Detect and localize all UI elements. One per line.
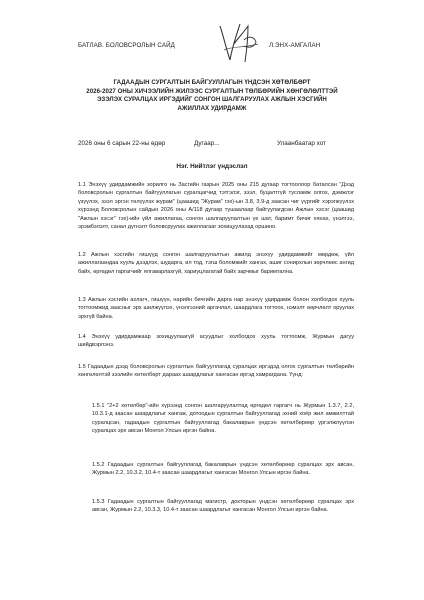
section-title: Нэг. Нийтлэг үндэслэл: [176, 163, 248, 170]
document-number: Дугаар...: [194, 140, 220, 147]
paragraph-1-3: 1.3 Ажлын хэсгийн ахлагч, гишүүн, нарийн бичгийн дарга нар энэхүү удирдамж болон холбогдох хууль тогтоомжид заасныг эрх шилжүүлэх, үнэлгээний аргачлал, шаардлага тогтоох, нэмэлт өөрчлөлт оруулах эрхгүй байна.: [78, 297, 354, 320]
paragraph-1-5: 1.5 Гадаадын дээд боловсролын сургалтын байгууллагад суралцах иргэдэд олгох сургалтын төлбөрийн хөнгөлөлтэй зээлийн хөтөлбөрт дараах шаардлагыг хангасан иргэд хамрагдана. Үүнд:: [78, 364, 354, 379]
title-line: 2026-2027 ОНЫ ХИЧЭЭЛИЙН ЖИЛЭЭС СУРГАЛТЫН ТӨЛБӨРИЙН ХӨНГӨЛӨЛТТЭЙ: [86, 87, 338, 95]
title-line: ГАДААДЫН СУРГАЛТЫН БАЙГУУЛЛАГЫН ҮНДСЭН ХӨТӨЛБӨРТ: [113, 79, 311, 86]
approval-heading: БАТЛАВ. БОЛОВСРОЛЫН САЙД: [78, 42, 175, 49]
paragraph-1-5-2: 1.5.2 Гадаадын сургалтын байгууллагад бакалаврын үндсэн хөтөлбөрөөр суралцах эрх авсан, Журмын 2.2, 10.3.2, 10.4-т заасан шаардлагыг хангасан Монгол Улсын иргэн байна.: [92, 462, 354, 477]
title-line: ЭЗЭЛЭХ СУРАЛЦАХ ИРГЭДИЙГ СОНГОН ШАЛГАРУУЛАХ АЖЛЫН ХЭСГИЙН: [97, 96, 327, 104]
minister-name: Л.ЭНХ-АМГАЛАН: [269, 42, 321, 49]
paragraph-1-5-3: 1.5.3 Гадаадын сургалтын байгууллагад магистр, докторын үндсэн хөтөлбөрөөр суралцах эрх авсан, Журмын 2.2, 10.3.3, 10.4-т заасан шаардлагыг хангасан Монгол Улсын иргэн байна.: [92, 499, 354, 514]
signature-stamp: [214, 18, 262, 66]
document-title: [70, 79, 354, 114]
document-date: 2026 оны 6 сарын 22-ны өдөр: [78, 140, 166, 147]
paragraph-1-1: 1.1 Энэхүү удирдамжийн зорилго нь Засгийн газрын 2025 оны 215 дугаар тогтоолоор баталсан "Дээд боловсролын сургалтын байгууллагын суралцагчид тэтгэлэг, зээл, буцалтгүй тусламж олгох, дэмжлэг үзүүлэх, зээл эргэн төлүүлэх журам" (цаашид "Журам" гэх)-ын 3.8, 3.9-д заасан чиг үүргийг хэрэгжүүлэх хүрээнд Боловсролын сайдын 2026 оны А/118 дугаар тушаалаар байгуулагдсан Ажлын хэсэг (цаашид "Ажлын хэсэг" гэх)-ийн үйл ажиллагаа, сонгон шалгаруулалтын үе шат, баримт бичиг хянах, үнэлгээ, эрэмбэлэлт, санал дүгнэлт боловсруулах ажиллагааг зохицуулахад оршино.: [78, 182, 354, 231]
paragraph-1-2: 1.2 Ажлын хэсгийн гишүүд сонгон шалгаруулалтын ажилд энэхүү удирдамжийг мөрдөж, үйл ажиллагаандаа хууль дээдлэх, шударга, ил тод, тэгш боломжийг хангах, ашиг сонирхлын зөрчлөөс ангид байх, өргөдөл гаргагчийг ялгаварлахгүй, хариуцлагатай байх зарчмыг баримтална.: [78, 252, 354, 275]
document-place: Улаанбаатар хот: [277, 140, 326, 147]
paragraph-1-5-1: 1.5.1 "2+2 хөтөлбөр"-ийн хүрээнд сонгон шалгаруулалтад өргөдөл гаргагч нь Журмын 1.3.7, 2.2, 10.3.1-д заасан шаардлагыг хангаж, дотоодын сургалтын байгууллагад эхний хоёр жил амжилттай суралцсан, гадаадын сургалтын байгууллагад бакалаврын үндсэн хөтөлбөрөөр үргэлжлүүлэн суралцах эрх авсан Монгол Улсын иргэн байна.: [92, 403, 354, 435]
paragraph-1-4: 1.4 Энэхүү удирдамжаар зохицуулаагүй асуудлыг холбогдох хууль тогтоомж, Журмын дагуу шийдвэрлэнэ.: [78, 334, 354, 349]
title-line: АЖИЛЛАХ УДИРДАМЖ: [177, 105, 247, 113]
